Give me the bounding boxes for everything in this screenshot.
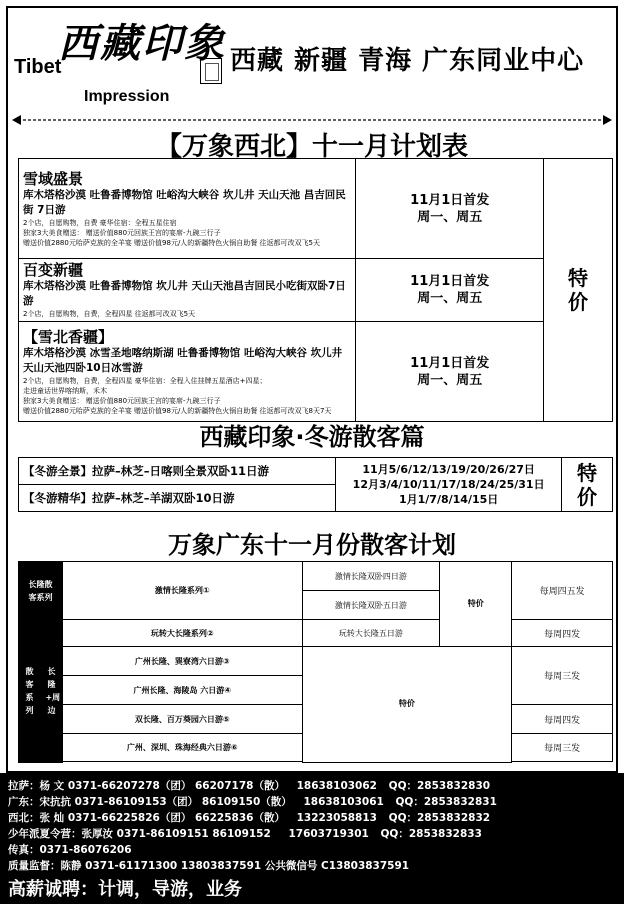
contact-phone: 0371-66207278（团） 66207178（散） (67, 780, 285, 792)
tour-name: 广州长隆、海陵岛 六日游④ (62, 676, 302, 705)
tour-note: 赠送价值2880元哈萨克族的全羊宴 赠送价值98元/人的新疆特色火锅自助餐 往返都可改双飞8天7天 (23, 406, 332, 415)
departure-schedule: 每周四五发 (512, 562, 613, 620)
tour-title: 百变新疆 (23, 261, 84, 279)
special-price-label: 特价 (577, 460, 598, 509)
tour-name: 广州长隆、巽寮湾六日游③ (62, 647, 302, 676)
tour-note: 2个店，自愿购物，自费，全程四星 往返都可改双飞5天 (23, 310, 196, 318)
contact-mobile: 18638103061 (303, 796, 384, 808)
tour-name: 【冬游全景】拉萨–林芝–日喀则全景双卧11日游 (19, 458, 336, 485)
contact-region: 拉萨：杨 文 (8, 780, 65, 792)
tour-note: 独家3大美食赠送： 赠送价值880元回族王宫的宴席-九碗三行子 (23, 396, 221, 405)
side-label-scattered: 散客系列 (25, 666, 34, 715)
contact-phone: 0371-86109153（团） 86109150（散） (74, 796, 292, 808)
tour-note: 2个店，自愿购物，自费，全程四星 豪华住宿：全程入住挂牌五星酒店+四星； (23, 376, 267, 385)
tour-name: 【冬游精华】拉萨–林芝–羊湖双卧10日游 (19, 485, 336, 512)
tour-note: 独家3大美食赠送： 赠送价值880元回族王宫的宴席-九碗三行子 (23, 228, 221, 237)
tour-name: 广州、深圳、珠海经典六日游⑥ (62, 734, 302, 762)
brand-title: 西藏 新疆 青海 广东同业中心 (230, 46, 585, 76)
tibet-table (18, 457, 613, 512)
departure-date: 11月1日首发 (410, 355, 490, 371)
quality-supervisor-line: 质量监督：陈静 0371-61171300 13803837591 公共微信号 C13803837591 (8, 860, 410, 872)
side-label-longlong: 长隆散客系列 (28, 579, 53, 602)
tour-dates: 11月5/6/12/13/19/20/26/27日 (362, 463, 535, 476)
departure-schedule: 每周四发 (512, 620, 613, 647)
series-variant: 玩转大长隆五日游 (302, 620, 440, 647)
logo-english-tibet: Tibet (14, 56, 62, 78)
contact-qq: QQ：2853832833 (380, 828, 482, 840)
table-row (19, 159, 613, 259)
departure-days: 周一、周五 (417, 372, 483, 388)
special-price-label: 特价 (568, 266, 589, 314)
logo-chinese: 西藏印象 (58, 20, 226, 67)
double-arrow-divider-icon (12, 114, 612, 126)
guangdong-section-title: 万象广东十一月份散客计划 (168, 531, 456, 559)
contact-phone: 0371-66225826（团） 66225836（散） (67, 812, 285, 824)
tour-route: 库木塔格沙漠 吐鲁番博物馆 吐峪沟大峡谷 坎儿井 天山天池 昌吉回民街 7日游 (23, 188, 346, 216)
tour-note: 2个店，自愿购物，自费 豪华住宿：全程五星住宿 (23, 218, 177, 227)
special-price-label: 特价 (440, 562, 512, 647)
tour-route: 库木塔格沙漠 冰雪圣地喀纳斯湖 吐鲁番博物馆 吐峪沟大峡谷 坎儿井 天山天池四卧10日冰雪游 (23, 346, 343, 374)
tour-note: 赠送价值2880元哈萨克族的全羊宴 赠送价值98元/人的新疆特色火锅自助餐 往返都可改双飞5天 (23, 238, 320, 247)
guangdong-table (18, 561, 613, 763)
departure-date: 11月1日首发 (410, 274, 490, 289)
contact-mobile: 13223058813 (296, 812, 377, 824)
contact-region: 西北：张 灿 (8, 812, 65, 824)
tour-note: 走进童话世界喀纳斯，禾木 (23, 386, 107, 395)
table-row (19, 562, 613, 591)
departure-date: 11月1日首发 (410, 192, 490, 208)
contact-region: 少年派夏令营：张厚汝 (8, 828, 113, 840)
departure-schedule: 每周四发 (512, 705, 613, 734)
tour-name: 双长隆、百万葵园六日游⑤ (62, 705, 302, 734)
contact-qq: QQ：2853832832 (388, 812, 491, 824)
table-row (19, 647, 613, 676)
tour-title: 【雪北香疆】 (23, 327, 114, 346)
side-label-surroundings: 长隆+周边 (45, 666, 61, 715)
contact-mobile: 18638103062 (296, 780, 377, 792)
departure-schedule: 每周三发 (512, 734, 613, 762)
tour-dates: 1月1/7/8/14/15日 (398, 493, 499, 506)
series-name: 激情长隆系列① (62, 562, 302, 620)
contact-phone: 0371-86109151 86109152 (116, 828, 271, 840)
departure-schedule: 每周三发 (512, 647, 613, 705)
table-row (19, 458, 613, 485)
fax-line: 传真：0371-86076206 (8, 844, 132, 856)
contact-qq: QQ：2853832831 (395, 796, 497, 808)
tour-dates: 12月3/4/10/11/17/18/24/25/31日 (352, 478, 545, 491)
tibet-section-title: 西藏印象·冬游散客篇 (199, 423, 425, 451)
series-variant: 激情长隆双卧五日游 (302, 591, 440, 620)
departure-days: 周一、周五 (417, 209, 483, 225)
contact-region: 广东：宋抗抗 (8, 796, 71, 808)
plan-title: 【万象西北】十一月计划表 (155, 132, 468, 162)
recruitment-banner: 高薪诚聘：计调，导游，业务 (8, 879, 242, 900)
table-row (19, 620, 613, 647)
special-price-label: 特价 (302, 647, 512, 763)
departure-days: 周一、周五 (417, 291, 483, 306)
series-name: 玩转大长隆系列② (62, 620, 302, 647)
tour-title: 雪域盛景 (23, 169, 84, 188)
contact-qq: QQ：2853832830 (388, 780, 491, 792)
series-variant: 激情长隆双卧四日游 (302, 562, 440, 591)
logo-english-impression: Impression (84, 88, 170, 105)
table-row (19, 322, 613, 422)
seal-stamp-icon (200, 58, 222, 84)
northwest-table (18, 158, 613, 422)
tour-route: 库木塔格沙漠 吐鲁番博物馆 坎儿井 天山天池昌吉回民小吃街双卧7日游 (23, 280, 346, 307)
table-row (19, 259, 613, 322)
contact-mobile: 17603719301 (288, 828, 369, 840)
